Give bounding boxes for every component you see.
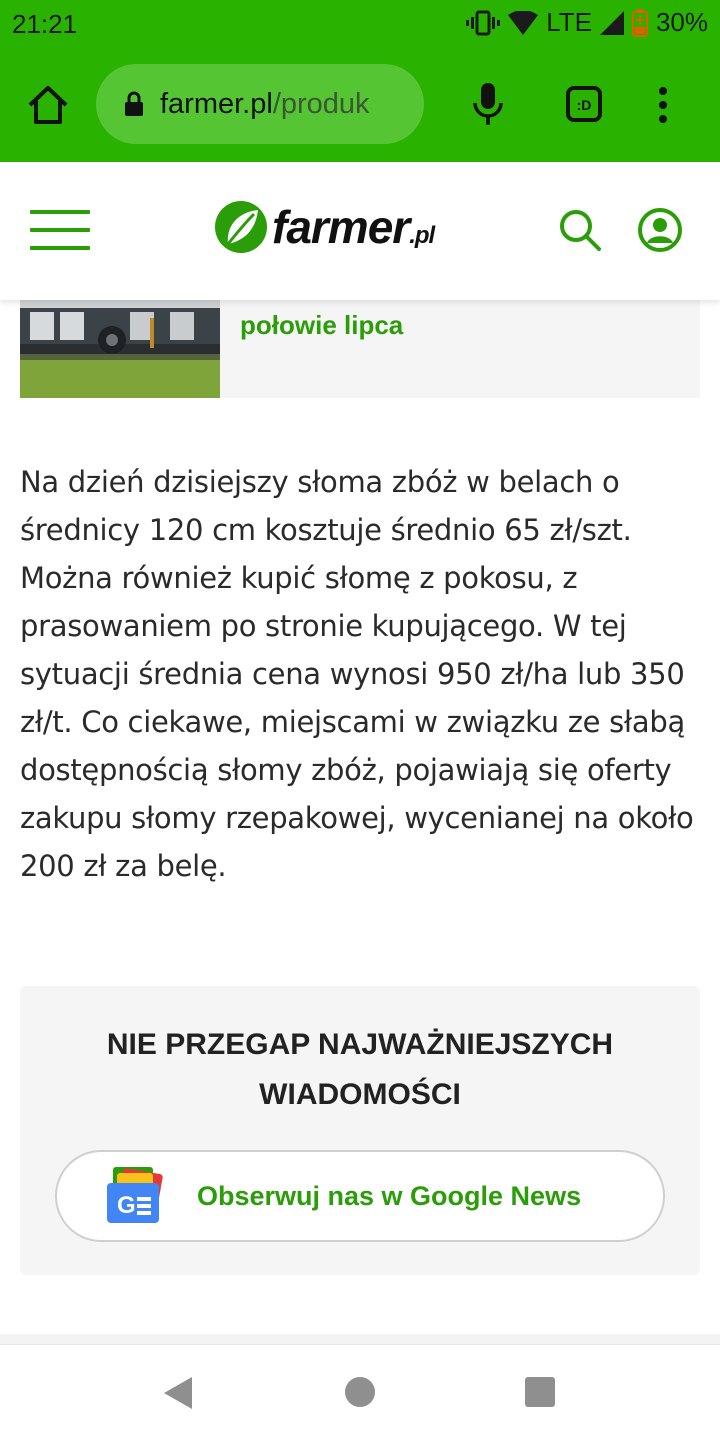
status-time: 21:21 [12, 9, 78, 39]
back-icon[interactable] [162, 1377, 194, 1409]
logo-suffix: .pl [409, 222, 435, 249]
svg-text::D: :D [576, 97, 592, 113]
related-article-title: połowie lipca [240, 310, 404, 340]
promo-heading [20, 1020, 700, 1120]
logo-text [272, 200, 434, 254]
article-paragraph: Na dzień dzisiejszy słoma zbóż w belach o średnicy 120 cm kosztuje średnio 65 zł/szt. Można również kupić słomę z pokosu, z prasowaniem po stronie kupującego. W tej sytuacji średnia cena wynosi 950 zł/ha lub 350 zł/t. Co ciekawe, miejscami w związku ze słabą dostępnością słomy zbóż, pojawiają się oferty zakupu słomy rzepakowej, wycenianej na około 200 zł za belę. [20, 465, 694, 883]
content-divider [0, 1334, 720, 1344]
promo-heading-line1: NIE PRZEGAP NAJWAŻNIEJSZYCH [106, 1028, 614, 1061]
status-bar [0, 0, 720, 50]
search-icon[interactable] [558, 208, 602, 252]
related-article-thumbnail [20, 300, 220, 398]
home-circle-icon[interactable] [345, 1377, 375, 1407]
vibrate-icon [466, 10, 500, 36]
recents-square-icon[interactable] [525, 1377, 555, 1407]
browser-toolbar [0, 50, 720, 162]
google-news-icon [105, 1165, 167, 1227]
status-icons [466, 7, 708, 38]
logo-main: farmer [272, 201, 410, 253]
site-header [0, 162, 720, 300]
url-domain: farmer.pl [160, 87, 273, 120]
url-field[interactable] [96, 64, 424, 144]
url-text [160, 88, 370, 121]
related-article-card[interactable] [20, 300, 700, 398]
more-menu-icon[interactable] [655, 86, 671, 124]
follow-google-news-label: Obserwuj nas w Google News [197, 1180, 582, 1211]
follow-google-news-button[interactable] [55, 1150, 665, 1242]
system-navigation-bar [0, 1344, 720, 1440]
url-path: /produk [272, 87, 370, 120]
battery-icon [632, 9, 648, 37]
tab-switcher-icon[interactable] [566, 86, 602, 122]
home-icon[interactable] [26, 83, 70, 127]
lock-icon [124, 91, 144, 117]
signal-icon [600, 11, 624, 35]
promo-heading-line2: WIADOMOŚCI [259, 1078, 461, 1111]
farmer-logo[interactable] [214, 200, 434, 254]
hamburger-menu-icon[interactable] [30, 210, 90, 250]
wifi-icon [508, 11, 538, 35]
battery-level: 30% [655, 7, 708, 37]
microphone-icon[interactable] [472, 81, 504, 127]
svg-text:G: G [117, 1192, 136, 1219]
user-account-icon[interactable] [638, 208, 682, 252]
google-news-promo [20, 986, 700, 1275]
leaf-logo-icon [214, 200, 268, 254]
network-type: LTE [546, 7, 592, 37]
